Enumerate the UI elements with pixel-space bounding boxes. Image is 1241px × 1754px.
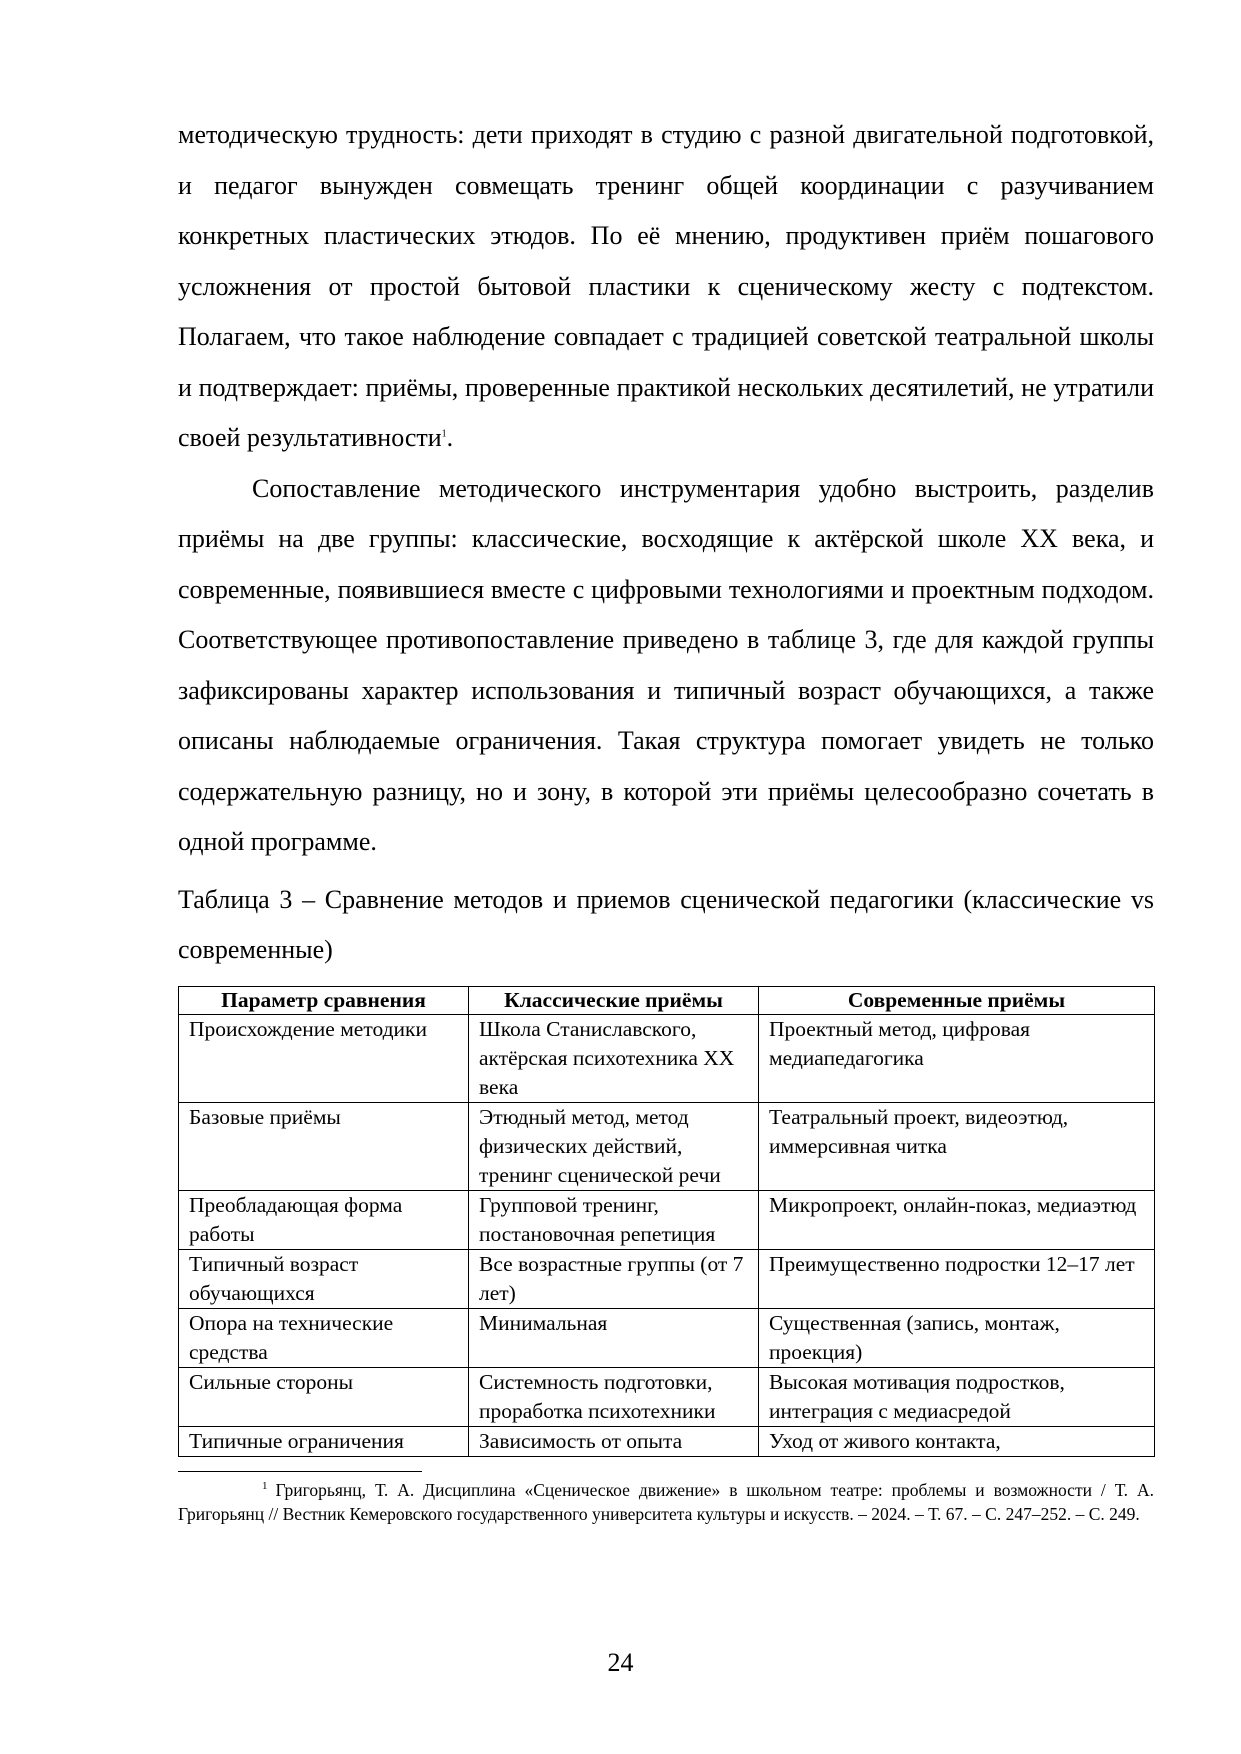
cell-classic: Все возрастные группы (от 7 лет) [469,1249,759,1308]
footnote-mark: 1 [262,1479,268,1492]
cell-parameter: Опора на технические средства [179,1308,469,1367]
cell-parameter: Происхождение методики [179,1014,469,1102]
cell-parameter: Типичный возраст обучающихся [179,1249,469,1308]
cell-classic: Школа Станиславского, актёрская психотехника XX века [469,1014,759,1102]
cell-classic: Зависимость от опыта [469,1426,759,1456]
table-row [179,1367,1155,1426]
cell-classic: Минимальная [469,1308,759,1367]
footnote-divider [178,1471,422,1472]
comparison-table [178,986,1155,1457]
header-parameter: Параметр сравнения [179,986,469,1014]
cell-classic: Этюдный метод, метод физических действий, тренинг сценической речи [469,1102,759,1190]
table-row [179,1014,1155,1102]
footnote [178,1478,1154,1526]
cell-parameter: Сильные стороны [179,1367,469,1426]
cell-modern: Уход от живого контакта, [759,1426,1155,1456]
cell-modern: Преимущественно подростки 12–17 лет [759,1249,1155,1308]
paragraph-1-tail: . [446,423,454,452]
cell-modern: Проектный метод, цифровая медиапедагогика [759,1014,1155,1102]
cell-parameter: Базовые приёмы [179,1102,469,1190]
table-caption: Таблица 3 – Сравнение методов и приемов сценической педагогики (классические vs современные) [178,884,1154,964]
footnote-reference[interactable]: 1 [441,428,447,440]
header-classic: Классические приёмы [469,986,759,1014]
cell-classic: Групповой тренинг, постановочная репетиция [469,1190,759,1249]
cell-modern: Существенная (запись, монтаж, проекция) [759,1308,1155,1367]
paragraph-1-text: методическую трудность: дети приходят в студию с разной двигательной подготовкой, и педагог вынужден совмещать тренинг общей координации с разучиванием конкретных пластических этюдов. По её мнению, продуктивен приём пошагового усложнения от простой бытовой пластики к сценическому жесту с подтекстом. Полагаем, что такое наблюдение совпадает с традицией советской театральной школы и подтверждает: приёмы, проверенные практикой нескольких десятилетий, не утратили своей результативности [178,120,1154,452]
table-header-row [179,986,1155,1014]
cell-modern: Высокая мотивация подростков, интеграция с медиасредой [759,1367,1155,1426]
header-modern: Современные приёмы [759,986,1155,1014]
table-row [179,1190,1155,1249]
footnote-text: Григорьянц, Т. А. Дисциплина «Сценическое движение» в школьном театре: проблемы и возможности / Т. А. Григорьянц // Вестник Кемеровского государственного университета культуры и искусств. – 2024. – Т. 67. – С. 247–252. – С. 249. [178,1479,1154,1524]
cell-parameter: Типичные ограничения [179,1426,469,1456]
cell-modern: Театральный проект, видеоэтюд, иммерсивная читка [759,1102,1155,1190]
cell-modern: Микропроект, онлайн-показ, медиаэтюд [759,1190,1155,1249]
cell-classic: Системность подготовки, проработка психотехники [469,1367,759,1426]
table-row [179,1426,1155,1456]
table-row [179,1102,1155,1190]
paragraph-2: Сопоставление методического инструментария удобно выстроить, разделив приёмы на две группы: классические, восходящие к актёрской школе XX века, и современные, появившиеся вместе с цифровыми технологиями и проектным подходом. Соответствующее противопоставление приведено в таблице 3, где для каждой группы зафиксированы характер использования и типичный возраст обучающихся, а также описаны наблюдаемые ограничения. Такая структура помогает увидеть не только содержательную разницу, но и зону, в которой эти приёмы целесообразно сочетать в одной программе. [178,473,1154,856]
table-row [179,1249,1155,1308]
page-number: 24 [607,1648,634,1677]
cell-parameter: Преобладающая форма работы [179,1190,469,1249]
table-row [179,1308,1155,1367]
paragraph-1 [178,110,1154,464]
page-body [178,110,1154,1526]
